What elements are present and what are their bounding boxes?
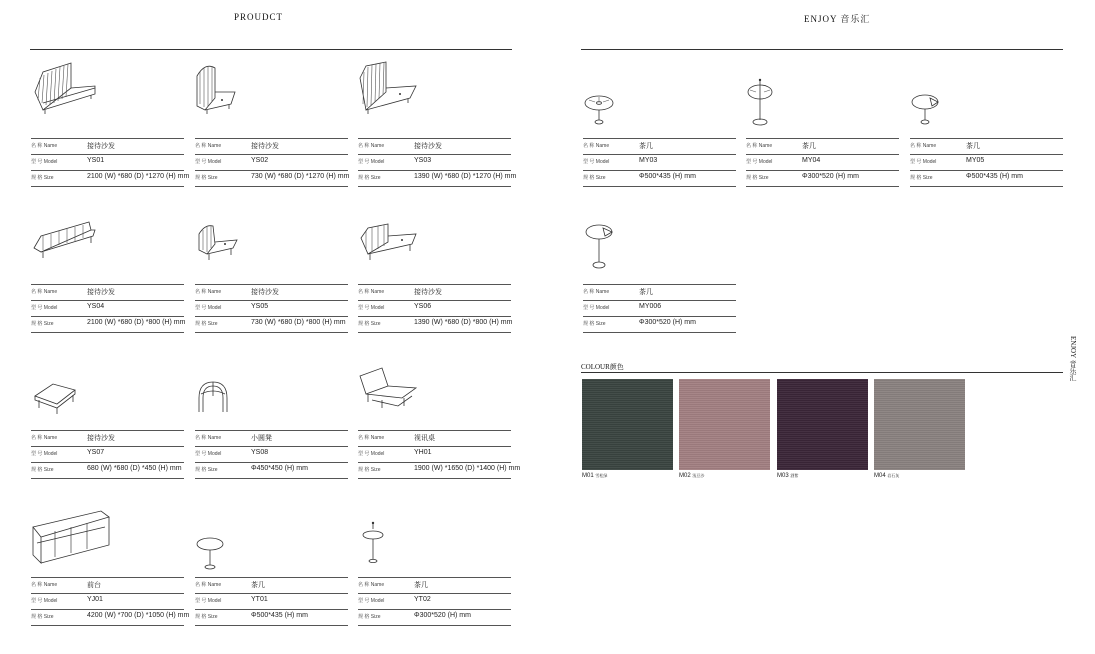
size-key: 规 格 Size xyxy=(195,467,218,473)
name-key: 名 称 Name xyxy=(31,435,58,441)
product-size: 1900 (W) *1650 (D) *1400 (H) mm xyxy=(414,465,521,472)
swatch-code: M01 xyxy=(582,473,594,479)
name-key: 名 称 Name xyxy=(583,289,610,295)
swatch-m03 xyxy=(777,379,868,470)
product-name: 茶几 xyxy=(966,143,980,150)
swatch-label-m01 xyxy=(582,473,607,479)
colour-title: COLOUR颜色 xyxy=(581,363,624,371)
enjoy-section-title: ENJOY 音乐汇 xyxy=(804,14,871,24)
product-model: YH01 xyxy=(414,449,432,456)
model-key: 型 号 Model xyxy=(746,159,773,165)
product-name: 前台 xyxy=(87,582,101,589)
swatch-m01 xyxy=(582,379,673,470)
product-size: 2100 (W) *680 (D) *800 (H) mm xyxy=(87,319,186,326)
size-key: 规 格 Size xyxy=(358,467,381,473)
size-key: 规 格 Size xyxy=(358,321,381,327)
product-size: 730 (W) *680 (D) *1270 (H) mm xyxy=(251,173,350,180)
product-model: YT01 xyxy=(251,596,268,603)
size-key: 规 格 Size xyxy=(910,175,933,181)
product-model: YS02 xyxy=(251,157,269,164)
product-model: MY006 xyxy=(639,303,662,310)
name-key: 名 称 Name xyxy=(583,143,610,149)
product-model: YT02 xyxy=(414,596,431,603)
double-booth-sofa-icon xyxy=(358,58,511,138)
size-key: 规 格 Size xyxy=(195,321,218,327)
swatch-name: 雪松绿 xyxy=(595,473,608,478)
swatch-code: M03 xyxy=(777,473,789,479)
swatch-m02 xyxy=(679,379,770,470)
product-name: 茶几 xyxy=(639,289,653,296)
right-header-rule xyxy=(581,49,1063,50)
long-booth-sofa-icon xyxy=(31,58,184,138)
model-key: 型 号 Model xyxy=(31,451,58,457)
product-model: YJ01 xyxy=(87,596,103,603)
name-key: 名 称 Name xyxy=(31,143,58,149)
model-key: 型 号 Model xyxy=(195,159,222,165)
vinyl-side-table-icon xyxy=(583,58,736,138)
product-size: 680 (W) *680 (D) *450 (H) mm xyxy=(87,465,182,472)
product-model: YS01 xyxy=(87,157,105,164)
size-key: 规 格 Size xyxy=(31,175,54,181)
name-key: 名 称 Name xyxy=(31,582,58,588)
swatch-name: 酒紫 xyxy=(790,473,799,478)
product-section-title: PROUDCT xyxy=(234,12,284,22)
side-label: ENJOY 音乐汇 xyxy=(1069,336,1077,381)
size-key: 规 格 Size xyxy=(583,321,606,327)
round-stool-icon xyxy=(195,350,348,430)
name-key: 名 称 Name xyxy=(31,289,58,295)
swatch-m04 xyxy=(874,379,965,470)
double-sofa-icon xyxy=(358,204,511,284)
model-key: 型 号 Model xyxy=(195,305,222,311)
product-name: 接待沙发 xyxy=(251,289,279,296)
colour-rule xyxy=(581,372,1063,373)
product-size: Φ300*520 (H) mm xyxy=(414,612,471,619)
name-key: 名 称 Name xyxy=(195,435,222,441)
note-side-table-icon xyxy=(746,58,899,138)
name-key: 名 称 Name xyxy=(910,143,937,149)
product-size: 2100 (W) *680 (D) *1270 (H) mm xyxy=(87,173,190,180)
product-model: YS08 xyxy=(251,449,269,456)
product-size: Φ500*435 (H) mm xyxy=(966,173,1023,180)
product-name: 接待沙发 xyxy=(414,289,442,296)
model-key: 型 号 Model xyxy=(31,305,58,311)
tall-notch-table-icon xyxy=(583,204,736,284)
round-tea-table-icon xyxy=(195,497,348,577)
name-key: 名 称 Name xyxy=(358,289,385,295)
model-key: 型 号 Model xyxy=(358,159,385,165)
product-model: YS07 xyxy=(87,449,105,456)
swatch-code: M04 xyxy=(874,473,886,479)
model-key: 型 号 Model xyxy=(583,159,610,165)
swatch-label-m03 xyxy=(777,473,798,479)
tall-tea-table-icon xyxy=(358,497,511,577)
ottoman-icon xyxy=(31,350,184,430)
video-desk-icon xyxy=(358,350,511,430)
product-name: 小圆凳 xyxy=(251,435,272,442)
size-key: 规 格 Size xyxy=(31,467,54,473)
model-key: 型 号 Model xyxy=(583,305,610,311)
name-key: 名 称 Name xyxy=(195,143,222,149)
swatch-label-m04 xyxy=(874,473,899,479)
product-model: YS04 xyxy=(87,303,105,310)
swatch-name: 浅豆沙 xyxy=(692,473,705,478)
name-key: 名 称 Name xyxy=(746,143,773,149)
reception-desk-icon xyxy=(31,497,184,577)
product-size: 1390 (W) *680 (D) *1270 (H) mm xyxy=(414,173,517,180)
name-key: 名 称 Name xyxy=(195,582,222,588)
product-size: Φ300*520 (H) mm xyxy=(639,319,696,326)
product-model: YS03 xyxy=(414,157,432,164)
size-key: 规 格 Size xyxy=(583,175,606,181)
product-name: 接待沙发 xyxy=(251,143,279,150)
product-size: 4200 (W) *700 (D) *1050 (H) mm xyxy=(87,612,190,619)
model-key: 型 号 Model xyxy=(31,598,58,604)
size-key: 规 格 Size xyxy=(195,175,218,181)
product-size: Φ500*435 (H) mm xyxy=(251,612,308,619)
model-key: 型 号 Model xyxy=(195,598,222,604)
product-size: 1390 (W) *680 (D) *800 (H) mm xyxy=(414,319,513,326)
product-size: Φ300*520 (H) mm xyxy=(802,173,859,180)
size-key: 规 格 Size xyxy=(31,321,54,327)
product-name: 茶几 xyxy=(251,582,265,589)
name-key: 名 称 Name xyxy=(195,289,222,295)
product-name: 接待沙发 xyxy=(87,435,115,442)
product-size: Φ500*435 (H) mm xyxy=(639,173,696,180)
size-key: 规 格 Size xyxy=(31,614,54,620)
product-name: 茶几 xyxy=(802,143,816,150)
product-model: MY04 xyxy=(802,157,821,164)
product-model: YS05 xyxy=(251,303,269,310)
size-key: 规 格 Size xyxy=(358,614,381,620)
model-key: 型 号 Model xyxy=(358,598,385,604)
product-name: 接待沙发 xyxy=(87,143,115,150)
product-name: 茶几 xyxy=(639,143,653,150)
product-name: 接待沙发 xyxy=(87,289,115,296)
model-key: 型 号 Model xyxy=(358,451,385,457)
product-size: Φ450*450 (H) mm xyxy=(251,465,308,472)
size-key: 规 格 Size xyxy=(358,175,381,181)
single-sofa-icon xyxy=(195,204,348,284)
name-key: 名 称 Name xyxy=(358,435,385,441)
model-key: 型 号 Model xyxy=(910,159,937,165)
product-name: 茶几 xyxy=(414,582,428,589)
size-key: 规 格 Size xyxy=(746,175,769,181)
name-key: 名 称 Name xyxy=(358,582,385,588)
swatch-label-m02 xyxy=(679,473,704,479)
left-header-rule xyxy=(30,49,512,50)
product-model: MY03 xyxy=(639,157,658,164)
swatch-code: M02 xyxy=(679,473,691,479)
swatch-name: 岩石灰 xyxy=(887,473,900,478)
product-name: 视讯桌 xyxy=(414,435,435,442)
model-key: 型 号 Model xyxy=(31,159,58,165)
model-key: 型 号 Model xyxy=(195,451,222,457)
name-key: 名 称 Name xyxy=(358,143,385,149)
product-name: 接待沙发 xyxy=(414,143,442,150)
notch-side-table-icon xyxy=(910,58,1063,138)
product-model: MY05 xyxy=(966,157,985,164)
product-model: YS06 xyxy=(414,303,432,310)
model-key: 型 号 Model xyxy=(358,305,385,311)
product-size: 730 (W) *680 (D) *800 (H) mm xyxy=(251,319,346,326)
size-key: 规 格 Size xyxy=(195,614,218,620)
single-booth-sofa-icon xyxy=(195,58,348,138)
long-sofa-icon xyxy=(31,204,184,284)
